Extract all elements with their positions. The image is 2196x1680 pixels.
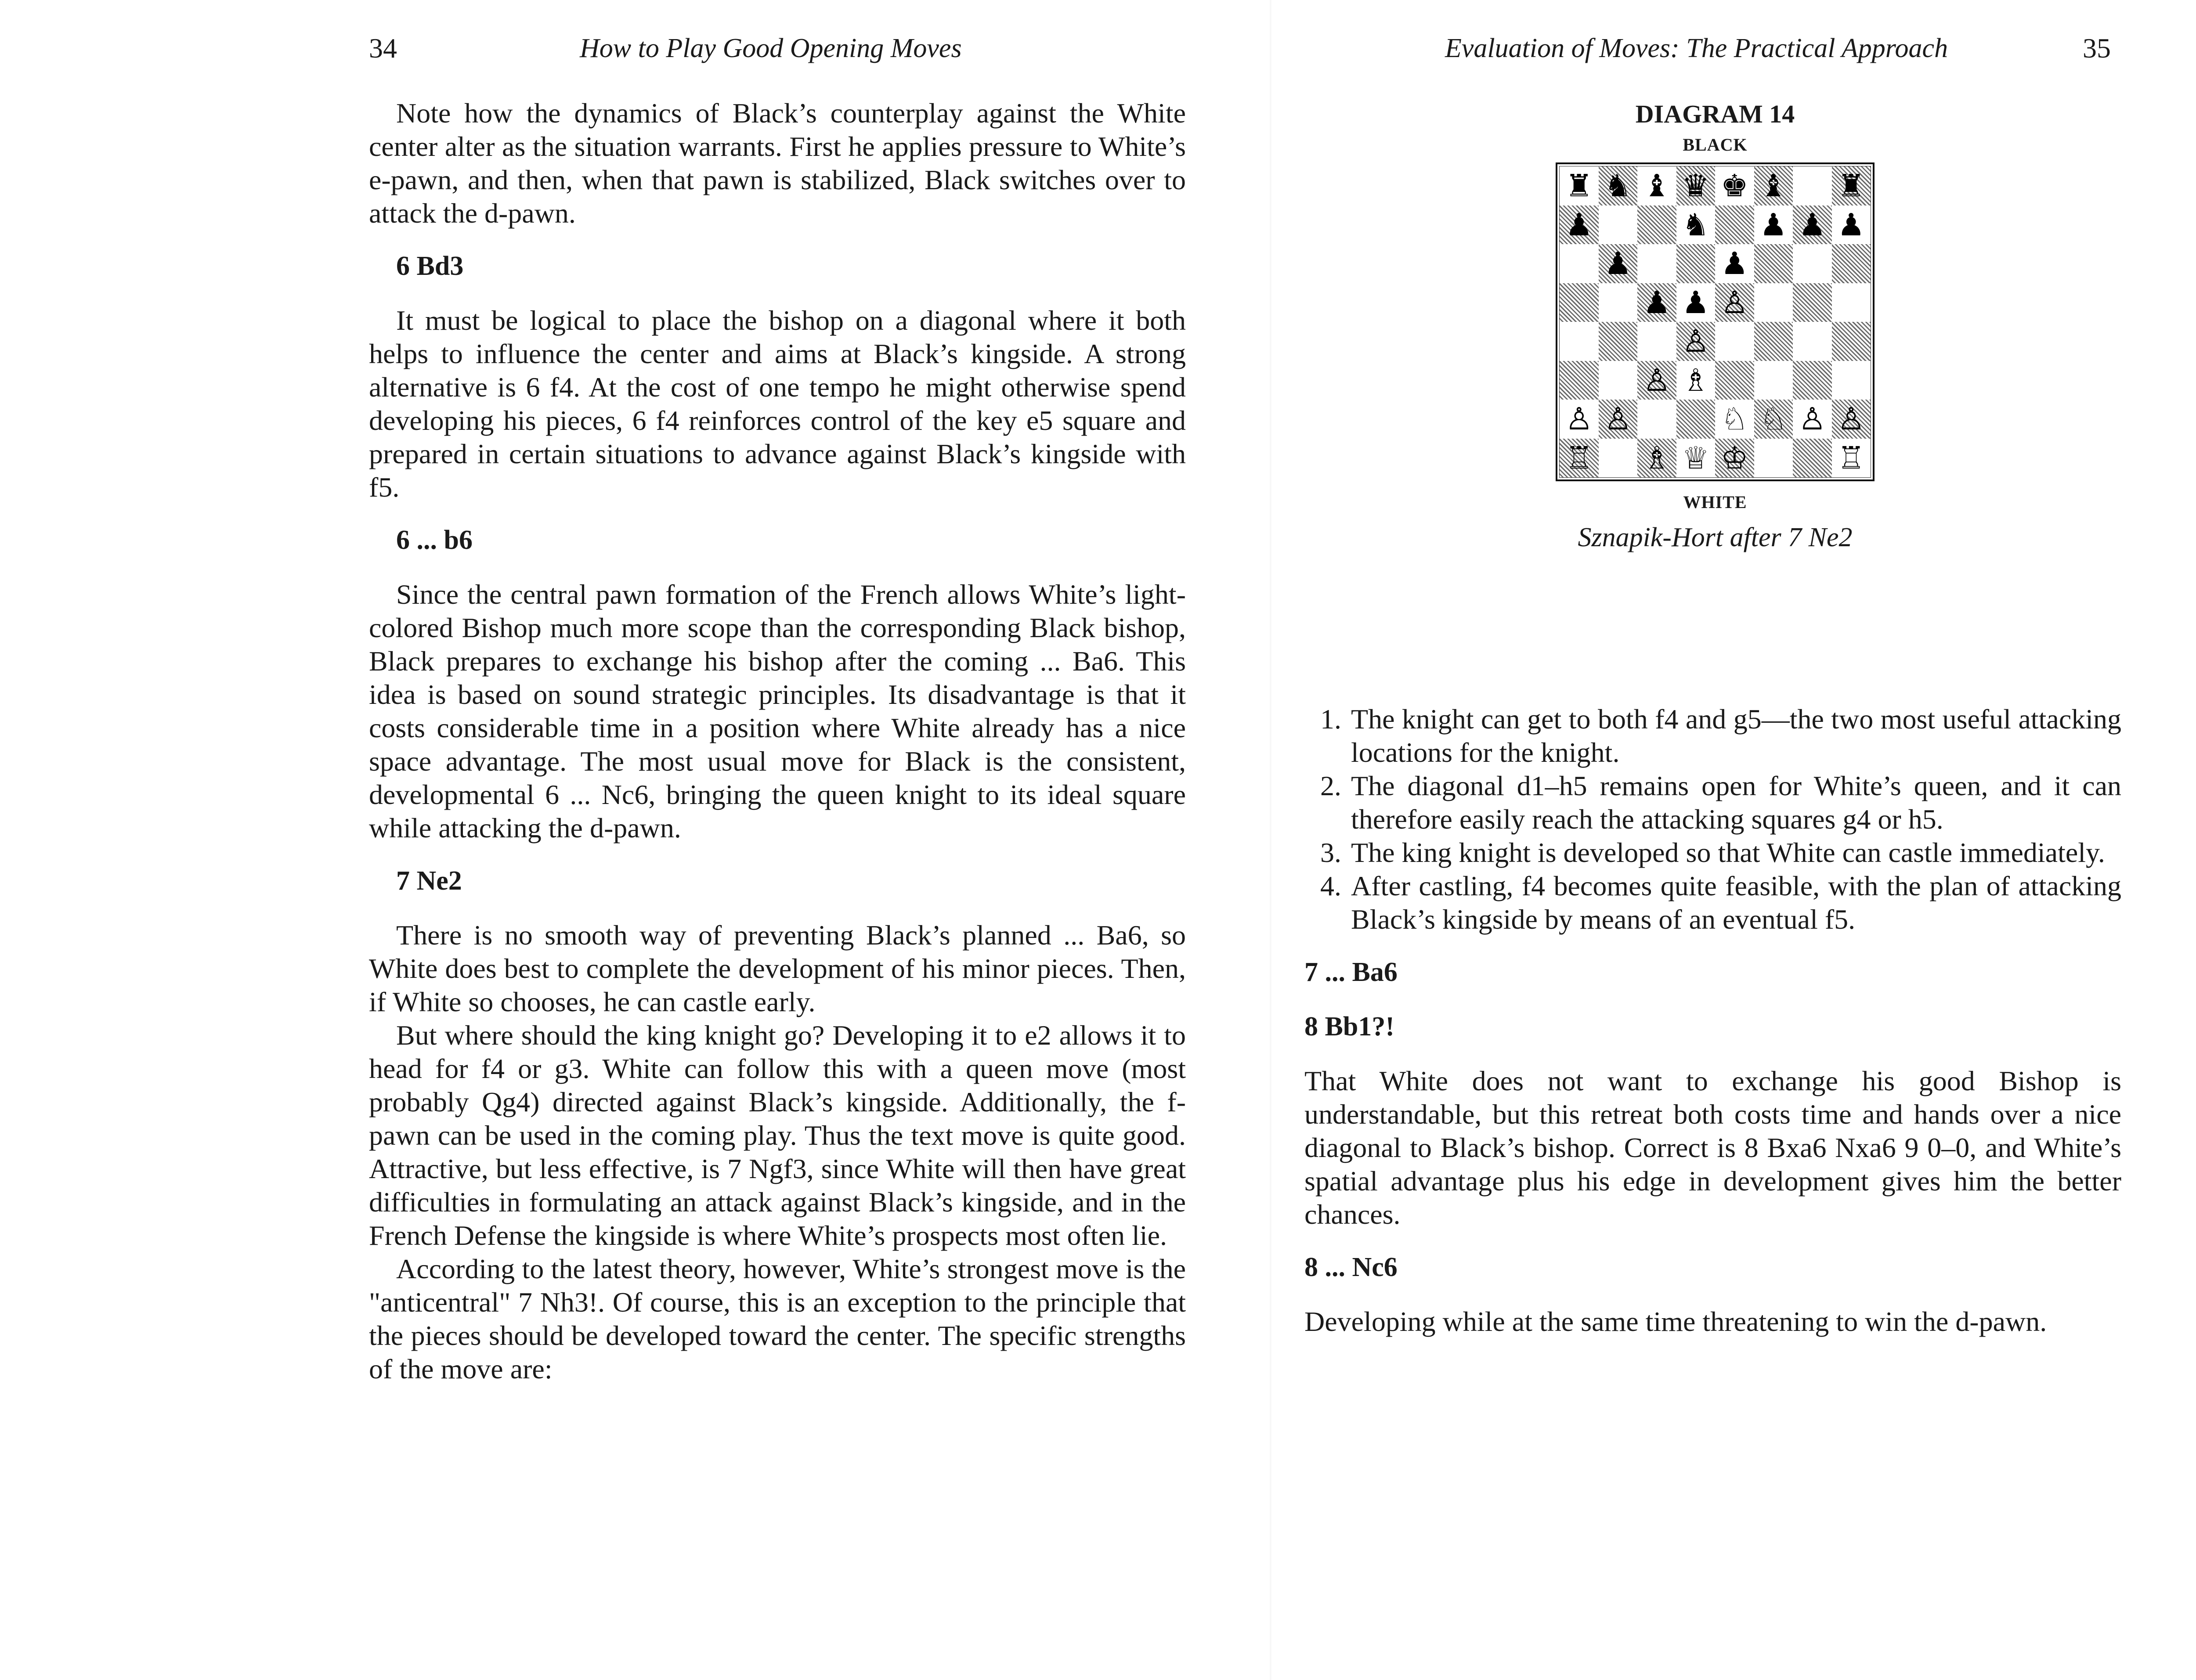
square-c5 (1637, 283, 1676, 322)
chess-piece-icon: ♕ (1682, 440, 1710, 476)
square-e5 (1715, 283, 1754, 322)
square-b5 (1599, 283, 1638, 322)
square-d7 (1676, 205, 1716, 245)
chess-piece-icon: ♗ (1682, 362, 1710, 398)
square-a6 (1560, 244, 1599, 283)
chess-piece-icon: ♟ (1837, 206, 1865, 243)
move-heading: 6 Bd3 (396, 251, 464, 281)
move-heading: 6 ... b6 (396, 525, 473, 555)
list-item-number: 4. (1320, 870, 1341, 901)
square-g3 (1793, 361, 1832, 400)
square-g1 (1793, 439, 1832, 478)
move-heading: 8 Bb1?! (1304, 1012, 1394, 1042)
square-f6 (1754, 244, 1793, 283)
chess-piece-icon: ♖ (1837, 440, 1865, 476)
square-c1 (1637, 439, 1676, 478)
square-c7 (1637, 205, 1676, 245)
list-item-number: 1. (1320, 703, 1341, 735)
square-f7 (1754, 205, 1793, 245)
chess-piece-icon: ♞ (1604, 168, 1632, 204)
square-a2 (1560, 400, 1599, 439)
chess-piece-icon: ♟ (1643, 284, 1671, 321)
paragraph: Developing while at the same time threatening to win the d-pawn. (1304, 1306, 2047, 1337)
square-b4 (1599, 322, 1638, 361)
chess-piece-icon: ♜ (1837, 168, 1865, 204)
square-c2 (1637, 400, 1676, 439)
list-item-text: After castling, f4 becomes quite feasible, with the plan of attacking Black’s kingside by means of an eventual f5. (1351, 870, 2121, 935)
left-running-title: How to Play Good Opening Moves (580, 33, 962, 63)
list-item-text: The diagonal d1–h5 remains open for White’s queen, and it can therefore easily reach the attacking squares g4 or h5. (1351, 770, 2121, 835)
square-f5 (1754, 283, 1793, 322)
chess-piece-icon: ♙ (1798, 401, 1826, 437)
right-running-title: Evaluation of Moves: The Practical Approach (1445, 33, 1948, 63)
square-e1 (1715, 439, 1754, 478)
chess-piece-icon: ♞ (1682, 206, 1710, 243)
right-text-blocks (1304, 955, 2121, 1338)
square-d6 (1676, 244, 1716, 283)
list-item-text: The knight can get to both f4 and g5—the two most useful attacking locations for the knight. (1351, 703, 2121, 768)
list-item (1304, 769, 2121, 836)
square-d2 (1676, 400, 1716, 439)
square-d8 (1676, 166, 1716, 205)
list-item (1304, 703, 2121, 769)
square-f2 (1754, 400, 1793, 439)
square-d4 (1676, 322, 1716, 361)
chess-piece-icon: ♜ (1565, 168, 1593, 204)
left-page-number: 34 (369, 32, 397, 64)
square-e4 (1715, 322, 1754, 361)
numbered-list (1304, 703, 2121, 936)
square-b8 (1599, 166, 1638, 205)
paragraph: But where should the king knight go? Developing it to e2 allows it to head for f4 or g3. White can follow this with a queen move (most probably Qg4) directed against Black’s kingside. Additionally, the f-pawn can be used in the coming play. Thus the text move is quite good. Attractive, but less effective, is 7 Ngf3, since White will then have great difficulties in formulating an attack against Black’s kingside, and in the French Defense the kingside is where White’s prospects most often lie. (369, 1020, 1186, 1251)
chess-piece-icon: ♙ (1720, 284, 1748, 321)
square-b1 (1599, 439, 1638, 478)
paragraph: Note how the dynamics of Black’s counterplay against the White center alter as the situation warrants. First he applies pressure to White’s e-pawn, and then, when that pawn is stabilized, Black switches over to attack the d-pawn. (369, 97, 1186, 229)
square-h2 (1832, 400, 1871, 439)
square-h8 (1832, 166, 1871, 205)
square-e8 (1715, 166, 1754, 205)
chess-piece-icon: ♟ (1720, 245, 1748, 282)
square-e7 (1715, 205, 1754, 245)
chess-piece-icon: ♟ (1565, 206, 1593, 243)
square-f3 (1754, 361, 1793, 400)
square-e3 (1715, 361, 1754, 400)
square-b7 (1599, 205, 1638, 245)
chess-piece-icon: ♙ (1837, 401, 1865, 437)
square-f4 (1754, 322, 1793, 361)
square-h4 (1832, 322, 1871, 361)
square-d5 (1676, 283, 1716, 322)
chess-diagram (1555, 97, 1875, 555)
square-h5 (1832, 283, 1871, 322)
square-g8 (1793, 166, 1832, 205)
chess-piece-icon: ♟ (1604, 245, 1632, 282)
chessboard (1559, 166, 1871, 478)
chess-piece-icon: ♗ (1643, 440, 1671, 476)
left-text-column (369, 97, 1186, 1386)
move-heading: 7 Ne2 (396, 866, 462, 896)
chess-piece-icon: ♘ (1720, 401, 1748, 437)
square-a5 (1560, 283, 1599, 322)
square-d3 (1676, 361, 1716, 400)
paragraph: Since the central pawn formation of the French allows White’s light-colored Bishop much more scope than the corresponding Black bishop, Black prepares to exchange his bishop after the coming ... Ba6. This idea is based on sound strategic principles. Its disadvantage is that it costs considerable time in a position where White already has a nice space advantage. The most usual move for Black is the consistent, developmental 6 ... Nc6, bringing the queen knight to its ideal square while attacking the d-pawn. (369, 579, 1186, 844)
square-g7 (1793, 205, 1832, 245)
square-h1 (1832, 439, 1871, 478)
square-g4 (1793, 322, 1832, 361)
chess-piece-icon: ♟ (1759, 206, 1788, 243)
square-h3 (1832, 361, 1871, 400)
square-b3 (1599, 361, 1638, 400)
list-item (1304, 869, 2121, 936)
chess-piece-icon: ♛ (1682, 168, 1710, 204)
chess-piece-icon: ♙ (1682, 323, 1710, 360)
chess-piece-icon: ♘ (1759, 401, 1788, 437)
chess-piece-icon: ♙ (1643, 362, 1671, 398)
right-text-column (1304, 703, 2121, 1338)
chess-piece-icon: ♔ (1720, 440, 1748, 476)
square-c3 (1637, 361, 1676, 400)
square-a3 (1560, 361, 1599, 400)
square-e2 (1715, 400, 1754, 439)
diagram-top-label: BLACK (1683, 135, 1748, 155)
paragraph: There is no smooth way of preventing Black’s planned ... Ba6, so White does best to complete the development of his minor pieces. Then, if White so chooses, he can castle early. (369, 919, 1186, 1017)
square-g5 (1793, 283, 1832, 322)
diagram-caption: Sznapik-Hort after 7 Ne2 (1578, 523, 1853, 552)
square-f8 (1754, 166, 1793, 205)
chess-piece-icon: ♙ (1565, 401, 1593, 437)
square-c4 (1637, 322, 1676, 361)
square-d1 (1676, 439, 1716, 478)
square-e6 (1715, 244, 1754, 283)
square-g2 (1793, 400, 1832, 439)
square-g6 (1793, 244, 1832, 283)
chess-piece-icon: ♝ (1643, 168, 1671, 204)
square-a4 (1560, 322, 1599, 361)
square-c8 (1637, 166, 1676, 205)
chess-piece-icon: ♝ (1759, 168, 1788, 204)
square-a1 (1560, 439, 1599, 478)
list-item-text: The king knight is developed so that White can castle immediately. (1351, 837, 2105, 868)
square-f1 (1754, 439, 1793, 478)
list-item-number: 2. (1320, 770, 1341, 801)
paragraph: That White does not want to exchange his good Bishop is understandable, but this retreat both costs time and hands over a nice diagonal to Black’s bishop. Correct is 8 Bxa6 Nxa6 9 0–0, and White’s spatial advantage plus his edge in development gives him the better chances. (1304, 1065, 2121, 1230)
right-page-number: 35 (2083, 32, 2111, 64)
move-heading: 8 ... Nc6 (1304, 1252, 1398, 1282)
list-item-number: 3. (1320, 837, 1341, 868)
square-h7 (1832, 205, 1871, 245)
diagram-title: DIAGRAM 14 (1635, 100, 1795, 128)
move-heading: 7 ... Ba6 (1304, 957, 1398, 987)
square-b2 (1599, 400, 1638, 439)
chess-piece-icon: ♙ (1604, 401, 1632, 437)
square-a8 (1560, 166, 1599, 205)
square-c6 (1637, 244, 1676, 283)
diagram-bottom-label: WHITE (1683, 492, 1747, 512)
paragraph: It must be logical to place the bishop on a diagonal where it both helps to influence the center and aims at Black’s kingside. A strong alternative is 6 f4. At the cost of one tempo he might otherwise spend developing his pieces, 6 f4 reinforces control of the key e5 square and prepared in certain situations to advance against Black’s kingside with f5. (369, 305, 1186, 503)
list-item (1304, 836, 2121, 869)
chess-piece-icon: ♟ (1798, 206, 1826, 243)
paragraph: According to the latest theory, however, White’s strongest move is the "anticentral" 7 Nh3!. Of course, this is an exception to the principle that the pieces should be developed toward the center. The specific strengths of the move are: (369, 1253, 1186, 1384)
square-h6 (1832, 244, 1871, 283)
chess-piece-icon: ♖ (1565, 440, 1593, 476)
square-a7 (1560, 205, 1599, 245)
chessboard-frame (1556, 162, 1875, 481)
chess-piece-icon: ♟ (1682, 284, 1710, 321)
chess-piece-icon: ♚ (1720, 168, 1748, 204)
square-b6 (1599, 244, 1638, 283)
